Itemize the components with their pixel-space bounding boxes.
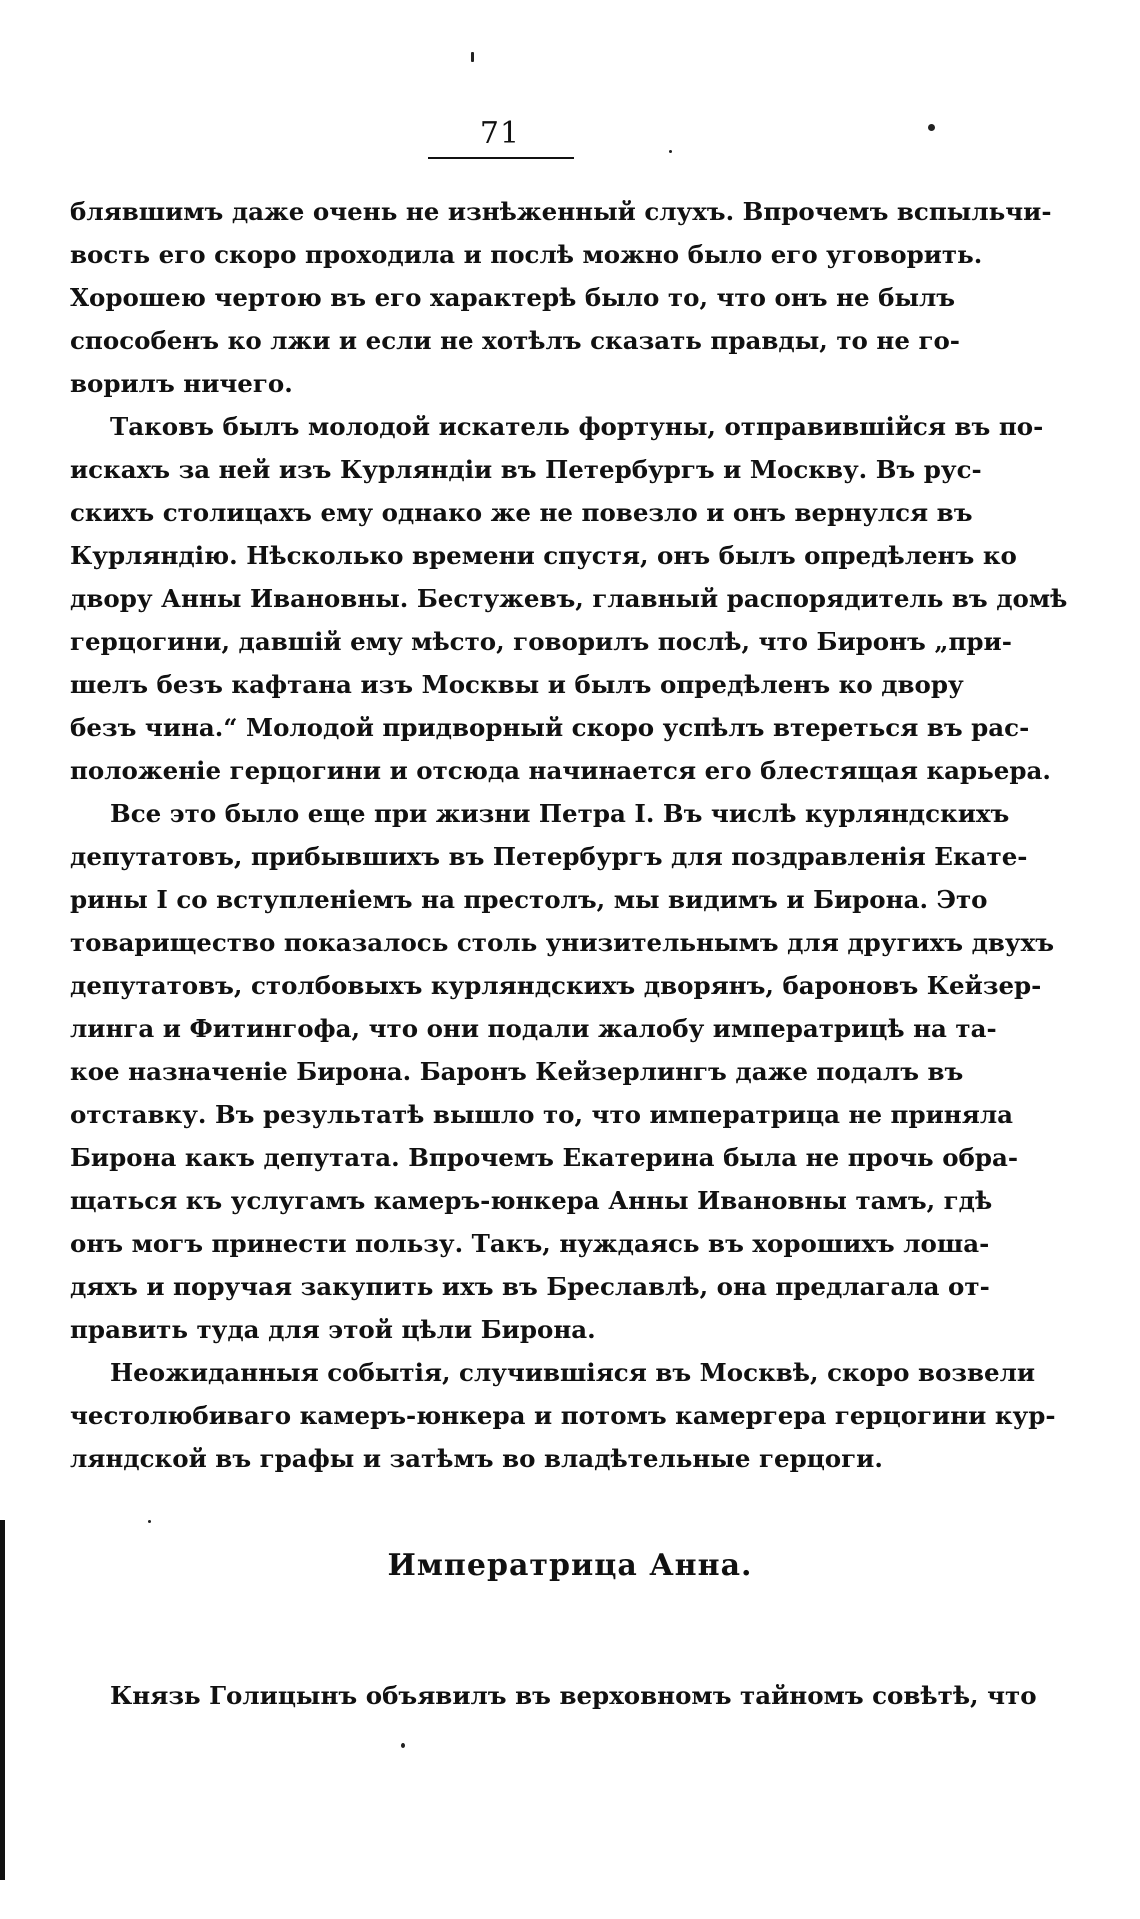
- scan-speck: [471, 52, 474, 62]
- body-line: честолюбиваго камеръ-юнкера и потомъ камергера герцогини кур-: [70, 1401, 1056, 1430]
- body-line: Неожиданныя событія, случившіяся въ Москвѣ, скоро возвели: [110, 1358, 1036, 1387]
- scan-speck: [148, 1520, 151, 1523]
- scan-speck: [928, 124, 935, 131]
- body-line: Таковъ былъ молодой искатель фортуны, отправившійся въ по-: [110, 412, 1044, 441]
- body-line: Князь Голицынъ объявилъ въ верховномъ тайномъ совѣтѣ, что: [110, 1681, 1037, 1710]
- body-line: онъ могъ принести пользу. Такъ, нуждаясь въ хорошихъ лоша-: [70, 1229, 990, 1258]
- body-line: безъ чина.“ Молодой придворный скоро успѣлъ втереться въ рас-: [70, 713, 1030, 742]
- scan-speck: [669, 150, 672, 153]
- body-line: рины I со вступленіемъ на престолъ, мы видимъ и Бирона. Это: [70, 885, 988, 914]
- body-line: ворилъ ничего.: [70, 369, 293, 398]
- body-line: способенъ ко лжи и если не хотѣлъ сказать правды, то не го-: [70, 326, 960, 355]
- body-line: скихъ столицахъ ему однако же не повезло и онъ вернулся въ: [70, 498, 973, 527]
- scan-speck: [401, 1743, 405, 1748]
- body-line: блявшимъ даже очень не изнѣженный слухъ. Впрочемъ вспыльчи-: [70, 197, 1052, 226]
- body-line: товарищество показалось столь унизительнымъ для другихъ двухъ: [70, 928, 1055, 957]
- body-line: Все это было еще при жизни Петра I. Въ числѣ курляндскихъ: [110, 799, 1010, 828]
- body-line: править туда для этой цѣли Бирона.: [70, 1315, 596, 1344]
- body-line: дяхъ и поручая закупить ихъ въ Бреславлѣ, она предлагала от-: [70, 1272, 990, 1301]
- body-line: герцогини, давшій ему мѣсто, говорилъ послѣ, что Биронъ „при-: [70, 627, 1012, 656]
- body-line: ляндской въ графы и затѣмъ во владѣтельные герцоги.: [70, 1444, 883, 1473]
- body-line: Хорошею чертою въ его характерѣ было то, что онъ не былъ: [70, 283, 956, 312]
- body-line: депутатовъ, столбовыхъ курляндскихъ дворянъ, бароновъ Кейзер-: [70, 971, 1042, 1000]
- body-line: отставку. Въ результатѣ вышло то, что императрица не приняла: [70, 1100, 1013, 1129]
- body-line: щаться къ услугамъ камеръ-юнкера Анны Ивановны тамъ, гдѣ: [70, 1186, 993, 1215]
- body-line: кое назначеніе Бирона. Баронъ Кейзерлингъ даже подалъ въ: [70, 1057, 964, 1086]
- body-line: шелъ безъ кафтана изъ Москвы и былъ опредѣленъ ко двору: [70, 670, 964, 699]
- body-line: двору Анны Ивановны. Бестужевъ, главный распорядитель въ домѣ: [70, 584, 1068, 613]
- body-line: положеніе герцогини и отсюда начинается его блестящая карьера.: [70, 756, 1051, 785]
- body-line: вость его скоро проходила и послѣ можно было его уговорить.: [70, 240, 983, 269]
- header-rule: [428, 157, 574, 159]
- body-line: линга и Фитингофа, что они подали жалобу императрицѣ на та-: [70, 1014, 997, 1043]
- left-edge-mark: [0, 1520, 5, 1880]
- body-line: Курляндію. Нѣсколько времени спустя, онъ былъ опредѣленъ ко: [70, 541, 1017, 570]
- page-number: 71: [479, 116, 521, 151]
- section-heading: Императрица Анна.: [387, 1548, 753, 1583]
- body-line: депутатовъ, прибывшихъ въ Петербургъ для поздравленія Екате-: [70, 842, 1028, 871]
- body-line: Бирона какъ депутата. Впрочемъ Екатерина была не прочь обра-: [70, 1143, 1019, 1172]
- body-line: искахъ за ней изъ Курляндіи въ Петербургъ и Москву. Въ рус-: [70, 455, 982, 484]
